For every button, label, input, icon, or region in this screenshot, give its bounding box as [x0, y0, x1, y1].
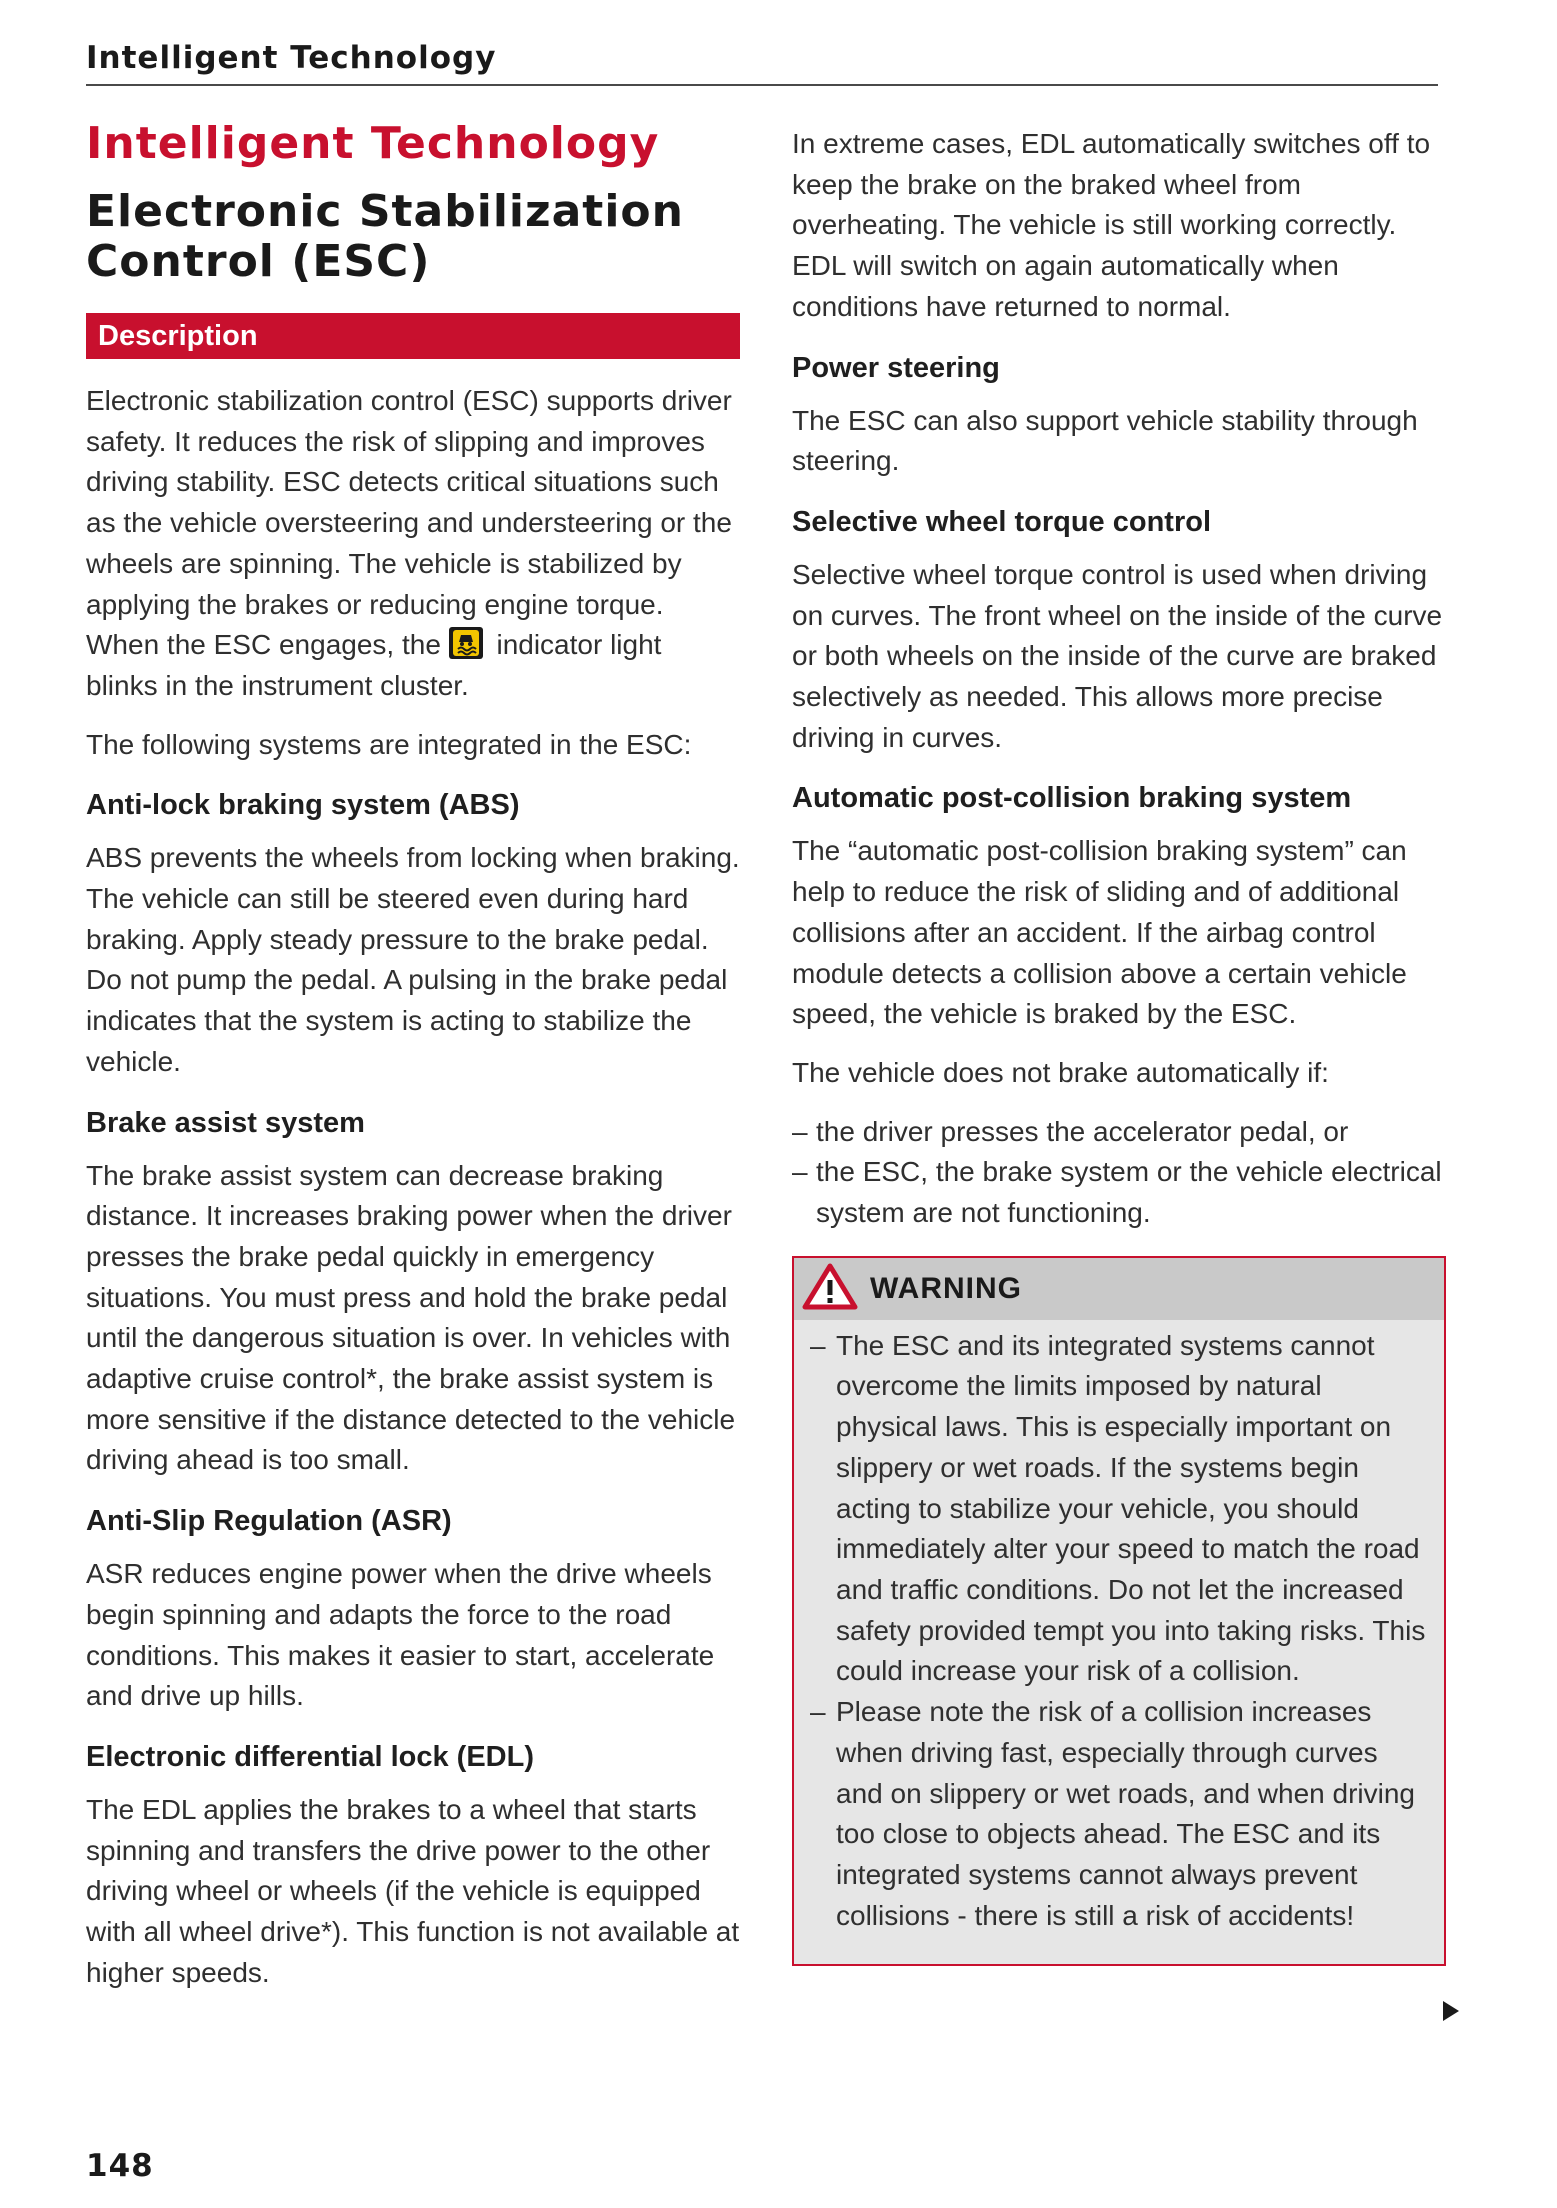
edl-text: The EDL applies the brakes to a wheel that starts spinning and transfers the drive power to the other driving wheel or wheels (if the vehicle is equipped with all wheel drive*). This function is not available at higher speeds. [86, 1793, 740, 1988]
post-collision-heading: Automatic post-collision braking system [792, 782, 1352, 815]
dash-mark: – [792, 1156, 808, 1188]
warning-list [810, 1326, 1428, 1937]
warning-body [794, 1320, 1444, 1965]
torque-control-heading: Selective wheel torque control [792, 505, 1211, 538]
brake-assist-text: The brake assist system can decrease braking distance. It increases braking power when the driver presses the brake pedal quickly in emergency situations. You must press and hold the brake pedal until the dangerous situation is over. In vehicles with adaptive cruise control*, the brake assist system is more sensitive if the distance detected to the vehicle driving ahead is too small. [86, 1159, 736, 1476]
abs-heading: Anti-lock braking system (ABS) [86, 789, 520, 822]
dash-mark: – [810, 1696, 826, 1728]
warning-box [792, 1256, 1446, 1967]
esc-indicator-icon [449, 627, 483, 659]
edl-heading: Electronic differential lock (EDL) [86, 1740, 534, 1773]
running-header: Intelligent Technology [86, 40, 497, 76]
right-column [792, 124, 1446, 1966]
list-item: – The ESC and its integrated systems cannot overcome the limits imposed by natural physical laws. This is especially important on slippery or wet roads. If the systems begin acting to stabilize your vehicle, you should immediately alter your speed to match the road and traffic conditions. Do not let the increased safety provided tempt you into taking risks. This could increase your risk of a collision. [810, 1326, 1428, 1692]
conditions-list [792, 1112, 1446, 1234]
torque-control-text: Selective wheel torque control is used when driving on curves. The front wheel on the inside of the curve or both wheels on the inside of the curve are braked selectively as needed. This allows more precise driving in curves. [792, 558, 1443, 753]
intro-text: Electronic stabilization control (ESC) supports driver safety. It reduces the risk of slipping and improves driving stability. ESC detects critical situations such as the vehicle oversteering and understeering or the wheels are spinning. The vehicle is stabilized by applying the brakes or reducing engine torque. When the ESC engages, the [86, 385, 732, 661]
asr-text: ASR reduces engine power when the drive wheels begin spinning and adapts the force to the road conditions. This makes it easier to start, accelerate and drive up hills. [86, 1558, 715, 1712]
list-item: – Please note the risk of a collision increases when driving fast, especially through curves and on slippery or wet roads, and when driving too close to objects ahead. The ESC and its integrated systems cannot always prevent collisions - there is still a risk of accidents! [810, 1692, 1428, 1936]
abs-text: ABS prevents the wheels from locking when braking. The vehicle can still be steered even during hard braking. Apply steady pressure to the brake pedal. Do not pump the pedal. A pulsing in the brake pedal indicates that the system is acting to stabilize the vehicle. [86, 842, 740, 1077]
list-item: – the ESC, the brake system or the vehicle electrical system are not functioning. [792, 1152, 1446, 1233]
list-item: – the driver presses the accelerator pedal, or [792, 1112, 1446, 1153]
section-title: Electronic Stabilization Control (ESC) [86, 186, 684, 287]
brake-assist-heading: Brake assist system [86, 1106, 365, 1139]
post-collision-text: The “automatic post-collision braking system” can help to reduce the risk of sliding and of additional collisions after an accident. If the airbag control module detects a collision above a certain vehicle speed, the vehicle is braked by the ESC. [792, 835, 1407, 1030]
dash-mark: – [792, 1115, 808, 1147]
asr-heading: Anti-Slip Regulation (ASR) [86, 1505, 452, 1538]
intro-text-cont: indicator light blinks in the instrument cluster. [86, 629, 662, 701]
power-steering-text: The ESC can also support vehicle stability through steering. [792, 404, 1418, 477]
warning-title: WARNING [870, 1271, 1022, 1305]
chapter-title: Intelligent Technology [86, 118, 660, 169]
warning-header [794, 1258, 1444, 1320]
no-brake-intro: The vehicle does not brake automatically if: [792, 1056, 1329, 1088]
intro-paragraph [86, 381, 740, 707]
description-bar: Description [86, 313, 740, 359]
left-column [86, 118, 740, 2012]
edl-continued-text: In extreme cases, EDL automatically switches off to keep the brake on the braked wheel from overheating. The vehicle is still working correctly. EDL will switch on again automatically when conditions have returned to normal. [792, 128, 1431, 322]
warning-triangle-icon [802, 1262, 858, 1315]
continue-arrow-icon [1443, 2001, 1459, 2021]
power-steering-heading: Power steering [792, 351, 1000, 384]
header-divider [86, 84, 1438, 86]
dash-mark: – [810, 1329, 826, 1361]
page-number: 148 [86, 2148, 154, 2184]
systems-intro: The following systems are integrated in the ESC: [86, 728, 692, 760]
